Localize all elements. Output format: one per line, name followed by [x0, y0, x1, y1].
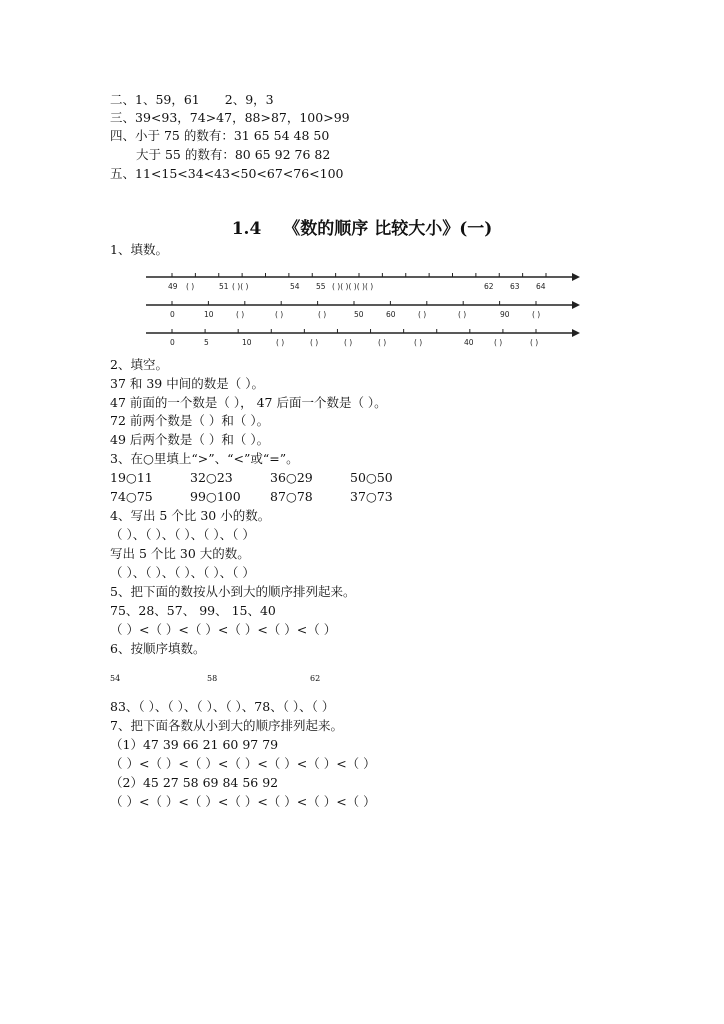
l1-label: 49: [168, 282, 178, 291]
l2-label: 60: [386, 310, 396, 319]
q5-heading: 5、把下面的数按从小到大的顺序排列起来。: [110, 584, 356, 599]
q3-comparison: 87○78: [270, 489, 313, 504]
q2-item-a: 37 和 39 中间的数是（ ）。: [110, 376, 264, 391]
q4-heading: 4、写出 5 个比 30 小的数。: [110, 508, 271, 523]
l1-label: 64: [536, 282, 546, 291]
l1-label: ( )( ): [232, 282, 249, 291]
q4-subheading: 写出 5 个比 30 大的数。: [110, 546, 250, 561]
l2-label: ( ): [458, 310, 467, 319]
q7-heading: 7、把下面各数从小到大的顺序排列起来。: [110, 718, 343, 733]
l2-label: ( ): [236, 310, 245, 319]
l2-label: 0: [170, 310, 175, 319]
q6-small-number: 62: [310, 674, 321, 683]
l1-label: 63: [510, 282, 520, 291]
q4-blanks-2: （ ）、（ ）、（ ）、（ ）、（ ）: [110, 565, 255, 580]
q3-comparison: 99○100: [190, 489, 241, 504]
q3-comparison: 36○29: [270, 470, 313, 485]
l1-label: 51: [219, 282, 229, 291]
l3-label: ( ): [494, 338, 503, 347]
answer-line-3: 三、39<93，74>47，88>87，100>99: [110, 110, 350, 125]
q7-part-2: （2）45 27 58 69 84 56 92: [110, 775, 279, 790]
l3-label: ( ): [378, 338, 387, 347]
number-lines: [0, 0, 724, 360]
number-line-1-arrow: [572, 273, 580, 281]
l2-label: 90: [500, 310, 510, 319]
q7-blanks-1: （ ）<（ ）<（ ）<（ ）<（ ）<（ ）<（ ）: [110, 756, 376, 771]
q3-heading: 3、在○里填上“>”、“<”或“=”。: [110, 451, 299, 466]
l3-label: 5: [204, 338, 209, 347]
q6-heading: 6、按顺序填数。: [110, 641, 206, 656]
q4-blanks-1: （ ）、（ ）、（ ）、（ ）、（ ）: [110, 527, 255, 542]
l3-label: ( ): [414, 338, 423, 347]
q2-item-c: 72 前两个数是（ ）和（ ）。: [110, 413, 270, 428]
q3-comparison: 19○11: [110, 470, 153, 485]
q6-small-number: 54: [110, 674, 121, 683]
l2-label: 50: [354, 310, 364, 319]
section-number: 1.4: [231, 219, 262, 239]
number-line-3-arrow: [572, 329, 580, 337]
l2-label: ( ): [318, 310, 327, 319]
number-line-2-arrow: [572, 301, 580, 309]
q2-heading: 2、填空。: [110, 357, 168, 372]
l3-label: ( ): [530, 338, 539, 347]
l1-label: 54: [290, 282, 300, 291]
l1-label: ( ): [186, 282, 195, 291]
q3-comparison: 37○73: [350, 489, 393, 504]
l1-label: 62: [484, 282, 494, 291]
q7-blanks-2: （ ）<（ ）<（ ）<（ ）<（ ）<（ ）<（ ）: [110, 794, 376, 809]
answer-line-4a: 四、小于 75 的数有：31 65 54 48 50: [110, 128, 330, 143]
q2-item-b: 47 前面的一个数是（ ）， 47 后面一个数是（ ）。: [110, 395, 387, 410]
q3-comparison: 32○23: [190, 470, 233, 485]
q5-blanks: （ ）<（ ）<（ ）<（ ）<（ ）<（ ）: [110, 622, 337, 637]
q2-item-d: 49 后两个数是（ ）和（ ）。: [110, 432, 270, 447]
l3-label: ( ): [310, 338, 319, 347]
q3-comparison: 50○50: [350, 470, 393, 485]
l3-label: 10: [242, 338, 252, 347]
l2-label: ( ): [275, 310, 284, 319]
q1-heading: 1、填数。: [110, 242, 168, 257]
q6-sequence: 83、（ ）、（ ）、（ ）、（ ）、78、（ ）、（ ）: [110, 699, 335, 714]
q5-numbers: 75、28、57、 99、 15、40: [110, 603, 276, 618]
l3-label: 40: [464, 338, 474, 347]
q3-comparison: 74○75: [110, 489, 153, 504]
l2-label: ( ): [418, 310, 427, 319]
l1-label: 55: [316, 282, 326, 291]
l1-label: ( )( )( )( )( ): [332, 282, 374, 291]
l3-label: ( ): [276, 338, 285, 347]
l2-label: 10: [204, 310, 214, 319]
l3-label: ( ): [344, 338, 353, 347]
section-title-text: 《数的顺序 比较大小》(一): [283, 219, 493, 239]
answer-line-5: 五、11<15<34<43<50<67<76<100: [110, 166, 344, 181]
l3-label: 0: [170, 338, 175, 347]
l2-label: ( ): [532, 310, 541, 319]
q6-small-number: 58: [207, 674, 218, 683]
q7-part-1: （1）47 39 66 21 60 97 79: [110, 737, 279, 752]
answer-line-2: 二、1、59，61 2、9，3: [110, 92, 274, 107]
answer-line-4b: 大于 55 的数有：80 65 92 76 82: [136, 147, 331, 162]
